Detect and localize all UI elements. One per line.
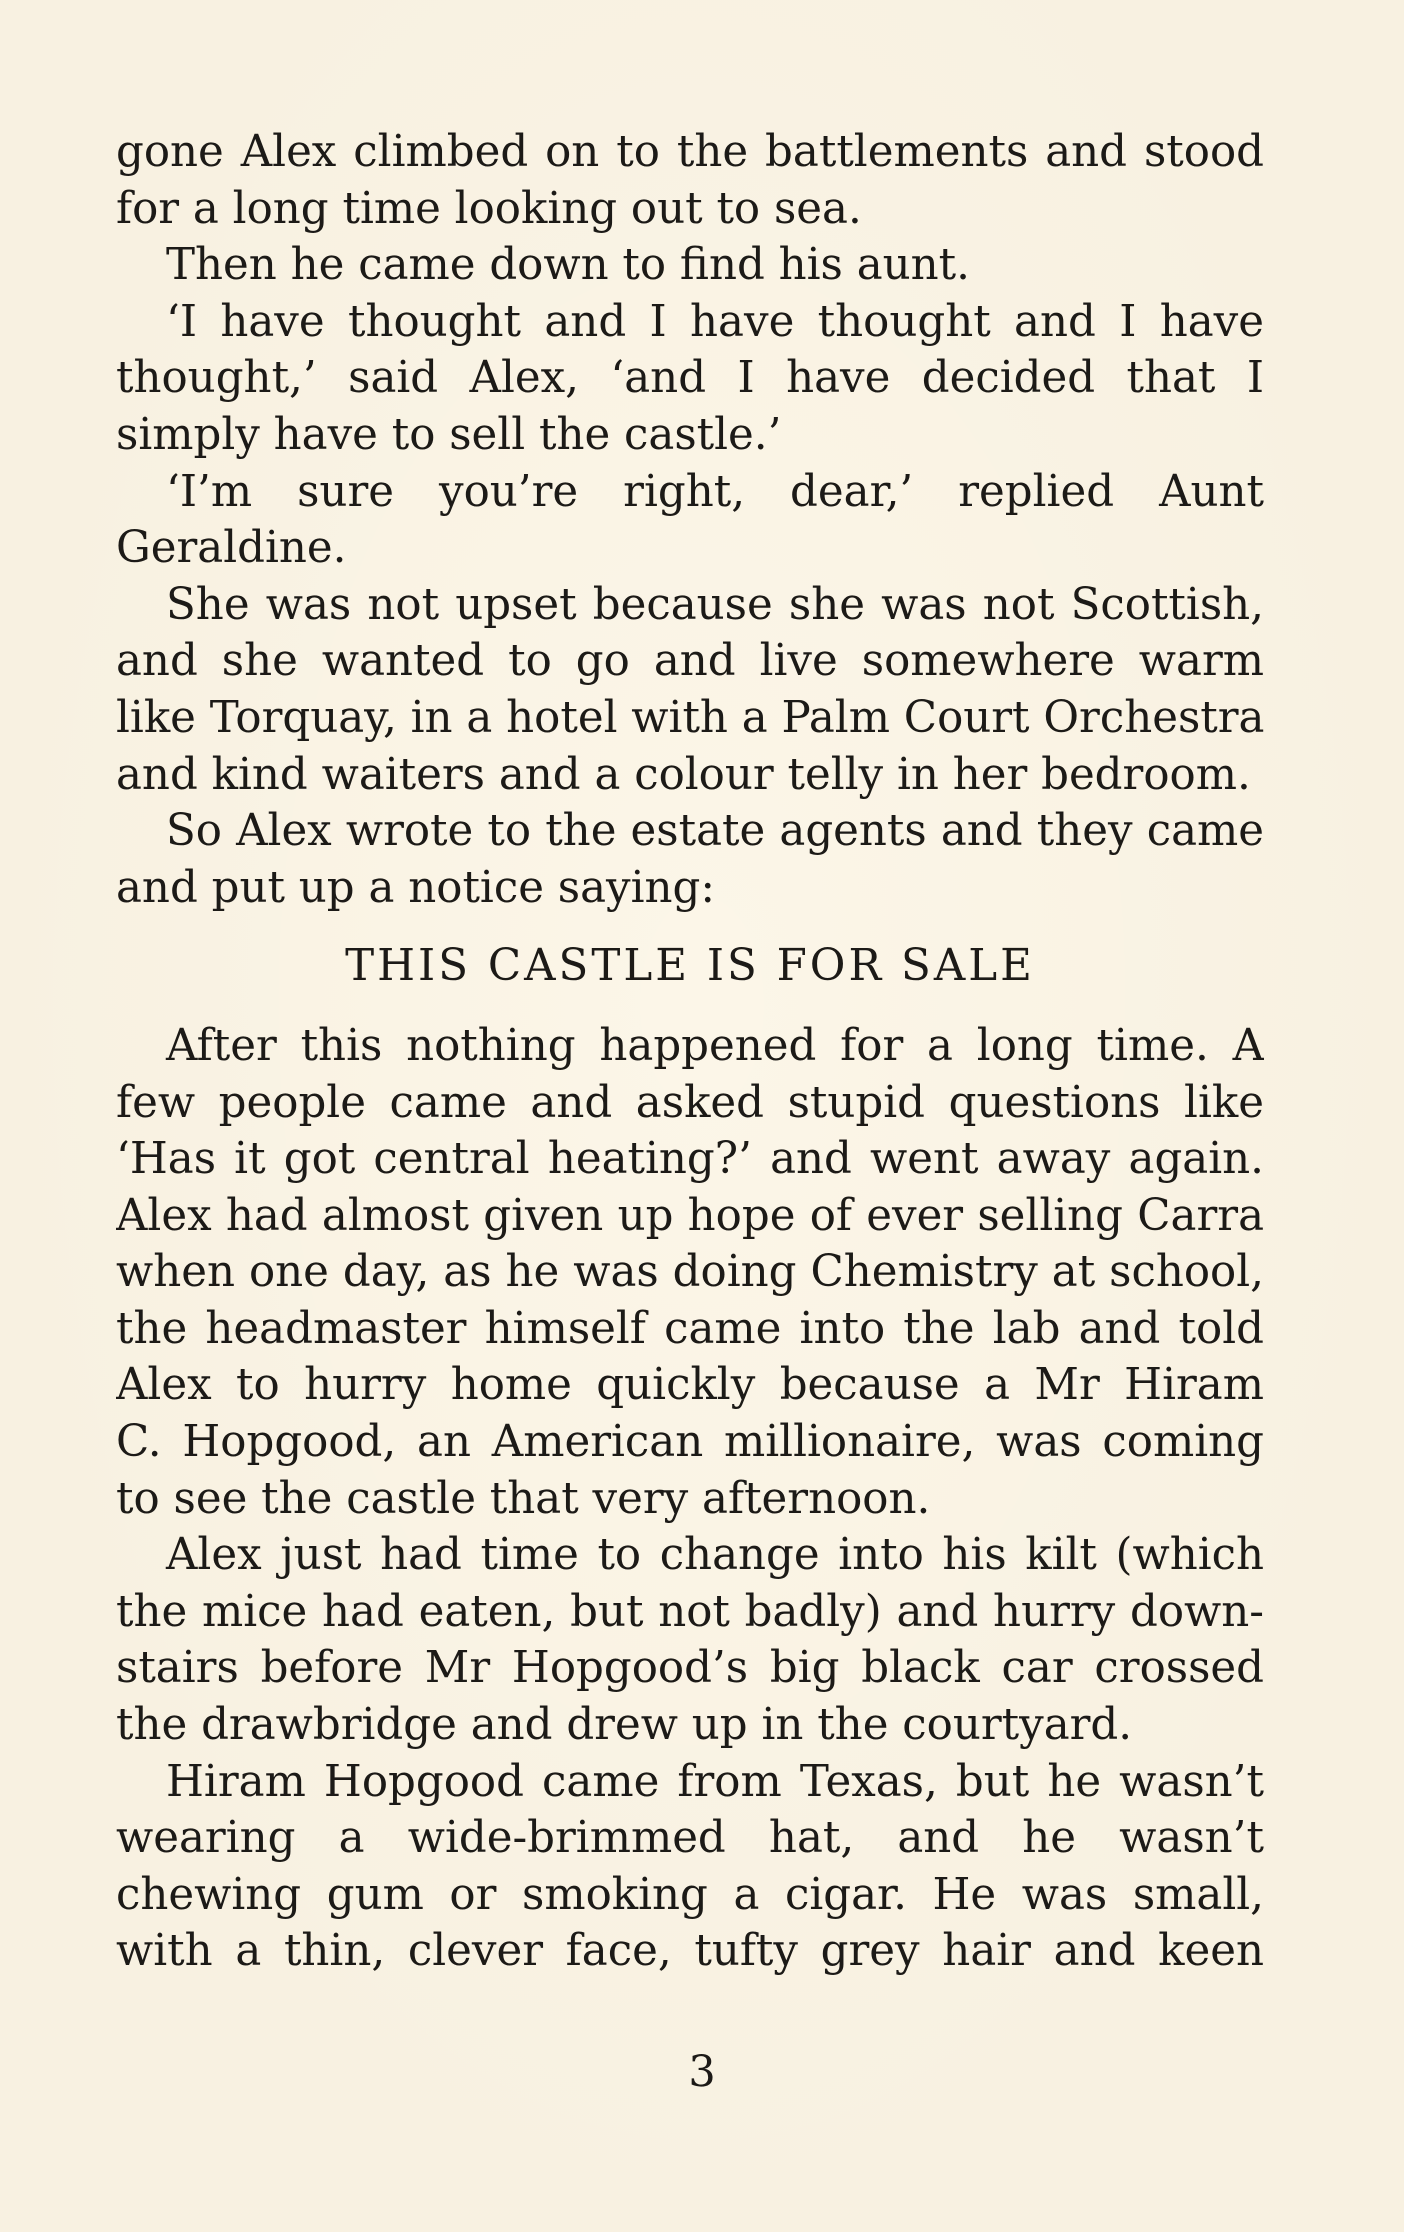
text-line: Hiram Hopgood came from Texas, but he wasn’t: [166, 1756, 1264, 1807]
text-line: ‘I’m sure you’re right, dear,’ replied Aunt: [166, 466, 1264, 517]
text-line: for a long time looking out to sea.: [116, 183, 862, 234]
page-text: [116, 124, 1264, 1980]
text-line: chewing gum or smoking a cigar. He was small,: [116, 1869, 1264, 1920]
text-line: like Torquay, in a hotel with a Palm Court Orchestra: [116, 692, 1264, 743]
notice-heading: THIS CASTLE IS FOR SALE: [345, 941, 1035, 992]
text-line: C. Hopgood, an American millionaire, was coming: [116, 1417, 1264, 1468]
text-line: simply have to sell the castle.’: [116, 409, 782, 460]
text-line: gone Alex climbed on to the battlements and stood: [116, 127, 1264, 177]
text-line: thought,’ said Alex, ‘and I have decided that I: [116, 353, 1264, 404]
text-line: the mice had eaten, but not badly) and hurry down-: [116, 1586, 1264, 1637]
text-line: ‘I have thought and I have thought and I have: [166, 296, 1264, 347]
text-line: with a thin, clever face, tufty grey hair and keen: [116, 1926, 1264, 1977]
text-line: few people came and asked stupid questions like: [116, 1077, 1264, 1128]
text-line: After this nothing happened for a long time. A: [166, 1020, 1264, 1071]
text-line: ‘Has it got central heating?’ and went away again.: [116, 1134, 1264, 1185]
text-line: So Alex wrote to the estate agents and they came: [166, 806, 1264, 857]
page-number: 3: [688, 2047, 716, 2097]
text-line: to see the castle that very afternoon.: [116, 1473, 931, 1524]
text-line: Alex had almost given up hope of ever selling Carra: [116, 1190, 1264, 1241]
text-line: wearing a wide-brimmed hat, and he wasn’t: [116, 1813, 1264, 1864]
text-line: the headmaster himself came into the lab and told: [116, 1303, 1264, 1354]
text-line: the drawbridge and drew up in the courtyard.: [116, 1700, 1133, 1751]
text-line: and kind waiters and a colour telly in her bedroom.: [116, 749, 1251, 800]
text-line: She was not upset because she was not Scottish,: [166, 579, 1264, 630]
text-line: stairs before Mr Hopgood’s big black car crossed: [116, 1643, 1264, 1694]
text-line: and she wanted to go and live somewhere warm: [116, 636, 1264, 687]
text-line: and put up a notice saying:: [116, 862, 716, 913]
text-line: when one day, as he was doing Chemistry at school,: [116, 1247, 1264, 1298]
text-line: Alex just had time to change into his kilt (which: [166, 1530, 1264, 1581]
text-line: Geraldine.: [116, 523, 347, 574]
text-line: Then he came down to find his aunt.: [166, 240, 970, 291]
text-line: Alex to hurry home quickly because a Mr Hiram: [116, 1360, 1264, 1411]
